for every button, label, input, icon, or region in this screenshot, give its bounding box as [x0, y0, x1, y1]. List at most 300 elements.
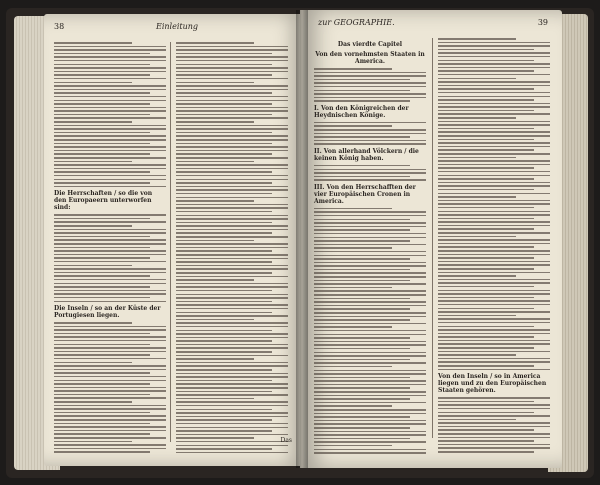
text-line: [314, 387, 410, 389]
text-line: [438, 293, 550, 295]
text-line: [438, 447, 550, 449]
text-line: [176, 365, 288, 367]
text-line: [314, 398, 410, 400]
text-line: [314, 75, 426, 77]
text-line: [176, 60, 288, 62]
text-line: [438, 164, 550, 166]
text-line: [314, 445, 392, 447]
text-line: [314, 370, 426, 372]
text-line: [54, 415, 166, 417]
text-line: [176, 394, 288, 396]
text-line: [54, 376, 166, 378]
text-line: [54, 179, 166, 181]
text-line: [438, 121, 550, 123]
text-line: [314, 276, 426, 278]
chapter-title: Das vierdte Capitel: [337, 41, 403, 48]
text-line: [54, 132, 150, 134]
left-heading-1: Die Herrschaften / so die von den Europaeern unterworfen sind:: [54, 190, 153, 212]
text-line: [54, 157, 166, 159]
text-line: [54, 362, 132, 364]
text-line: [314, 308, 410, 310]
text-line: [314, 169, 426, 171]
left-heading-2: Die Inseln / so an der Küste der Portugiesen liegen.: [54, 305, 161, 319]
text-line: [54, 139, 166, 141]
text-line: [176, 261, 272, 263]
text-line: [438, 282, 550, 284]
text-line: [176, 272, 272, 274]
text-line: [176, 74, 272, 76]
text-line: [314, 380, 426, 382]
text-line: [314, 165, 410, 167]
text-line: [438, 193, 550, 195]
text-line: [438, 444, 550, 446]
text-line: [314, 427, 410, 429]
right-column-rule: [432, 38, 433, 438]
text-line: [54, 293, 166, 295]
text-line: [54, 153, 150, 155]
text-line: [176, 175, 288, 177]
text-line: [54, 383, 150, 385]
text-line: [314, 449, 426, 451]
text-line: [314, 298, 410, 300]
text-line: [314, 90, 410, 92]
text-line: [438, 207, 534, 209]
text-line: [438, 128, 534, 130]
text-line: [54, 103, 150, 105]
text-line: [438, 343, 550, 345]
text-line: [176, 42, 254, 44]
text-line: [314, 301, 426, 303]
text-line: [438, 221, 550, 223]
text-line: [176, 362, 288, 364]
text-line: [314, 423, 426, 425]
text-line: [54, 423, 150, 425]
text-line: [176, 56, 288, 58]
text-line: [176, 279, 254, 281]
text-line: [176, 117, 288, 119]
text-line: [54, 243, 166, 245]
text-line: [176, 64, 272, 66]
text-line: [314, 420, 426, 422]
text-line: [314, 431, 426, 433]
text-line: [54, 74, 150, 76]
text-line: [54, 107, 166, 109]
text-line: [176, 222, 272, 224]
text-line: [54, 239, 166, 241]
text-line: [438, 218, 534, 220]
text-line: [314, 409, 426, 411]
text-line: [54, 100, 166, 102]
right-heading-1: I. Von den Königreichen der Heydnischen Könige.: [314, 104, 409, 119]
text-line: [54, 336, 166, 338]
text-line: [176, 146, 288, 148]
text-line: [176, 240, 254, 242]
text-line: [438, 45, 550, 47]
text-line: [314, 384, 426, 386]
text-line: [176, 135, 288, 137]
text-line: [314, 211, 426, 213]
text-line: [176, 344, 288, 346]
text-line: [54, 365, 166, 367]
text-line: [176, 150, 288, 152]
text-line: [54, 85, 166, 87]
text-line: [438, 404, 550, 406]
text-line: [314, 176, 410, 178]
text-line: [438, 272, 550, 274]
text-line: [54, 71, 166, 73]
text-line: [54, 67, 166, 69]
text-line: [438, 354, 516, 356]
text-line: [176, 157, 288, 159]
text-line: [54, 419, 166, 421]
text-line: [314, 229, 410, 231]
text-line: [438, 261, 550, 263]
text-line: [314, 323, 426, 325]
text-line: [438, 160, 550, 162]
text-line: [54, 221, 166, 223]
text-line: [176, 290, 272, 292]
text-line: [54, 297, 150, 299]
left-page: [44, 14, 306, 466]
text-line: [54, 405, 166, 407]
text-line: [438, 397, 550, 399]
text-line: [314, 312, 426, 314]
text-line: [176, 448, 272, 450]
left-running-head: Einleitung: [156, 22, 199, 31]
text-line: [314, 68, 392, 70]
text-line: [54, 347, 166, 349]
text-line: [438, 70, 534, 72]
text-line: [314, 294, 426, 296]
text-line: [176, 229, 288, 231]
text-line: [314, 269, 410, 271]
text-line: [438, 185, 550, 187]
text-line: [438, 451, 534, 453]
text-line: [314, 265, 426, 267]
text-line: [314, 344, 426, 346]
text-line: [54, 49, 166, 51]
text-line: [176, 355, 288, 357]
text-line: [176, 373, 288, 375]
text-line: [314, 237, 426, 239]
text-line: [176, 319, 254, 321]
text-line: [438, 415, 550, 417]
text-line: [54, 430, 166, 432]
text-line: [438, 211, 550, 213]
text-line: [176, 445, 288, 447]
text-line: [438, 236, 516, 238]
text-line: [176, 179, 288, 181]
text-line: [54, 60, 166, 62]
text-line: [438, 297, 534, 299]
text-line: [176, 294, 288, 296]
text-line: [176, 121, 254, 123]
text-line: [438, 139, 534, 141]
text-line: [54, 236, 150, 238]
text-line: [176, 96, 288, 98]
text-line: [54, 444, 166, 446]
text-line: [438, 268, 534, 270]
text-line: [438, 408, 550, 410]
text-line: [438, 351, 550, 353]
text-line: [176, 232, 272, 234]
left-page-number: 38: [54, 22, 65, 31]
text-line: [176, 333, 288, 335]
text-line: [176, 89, 288, 91]
text-line: [438, 358, 550, 360]
text-line: [54, 412, 150, 414]
text-line: [314, 391, 426, 393]
text-line: [54, 301, 166, 303]
text-line: [176, 405, 288, 407]
text-line: [176, 204, 288, 206]
text-line: [438, 149, 534, 151]
text-line: [54, 146, 166, 148]
text-line: [314, 208, 392, 210]
text-line: [314, 72, 426, 74]
text-line: [438, 67, 550, 69]
text-line: [54, 78, 166, 80]
right-running-head: zur GEOGRAPHIE.: [318, 18, 395, 27]
text-line: [176, 82, 254, 84]
text-line: [176, 297, 288, 299]
text-line: [438, 88, 534, 90]
right-page-number: 39: [537, 18, 548, 27]
text-line: [54, 261, 166, 263]
text-line: [176, 218, 288, 220]
left-column-1: [54, 42, 166, 455]
text-line: [176, 171, 272, 173]
text-line: [438, 318, 550, 320]
text-line: [54, 182, 150, 184]
right-heading-4: Von den Inseln / so in America liegen und zu den Europäischen Staaten gehören.: [438, 373, 547, 395]
text-line: [54, 322, 132, 324]
text-line: [438, 401, 534, 403]
text-line: [438, 246, 534, 248]
text-line: [438, 85, 550, 87]
text-line: [314, 438, 410, 440]
text-line: [314, 122, 426, 124]
text-line: [176, 427, 288, 429]
text-line: [438, 419, 516, 421]
text-line: [438, 135, 550, 137]
text-line: [176, 276, 288, 278]
text-line: [314, 348, 410, 350]
text-line: [438, 38, 516, 40]
text-line: [314, 97, 426, 99]
text-line: [176, 369, 272, 371]
text-line: [176, 441, 288, 443]
text-line: [438, 347, 534, 349]
text-line: [54, 150, 166, 152]
right-page: [300, 10, 562, 468]
text-line: [54, 448, 166, 450]
text-line: [176, 243, 288, 245]
text-line: [176, 430, 272, 432]
text-line: [176, 92, 272, 94]
text-line: [176, 168, 288, 170]
text-line: [54, 380, 166, 382]
text-line: [54, 56, 166, 58]
text-line: [54, 164, 166, 166]
text-line: [176, 387, 288, 389]
text-line: [438, 99, 534, 101]
text-line: [438, 153, 550, 155]
text-line: [54, 117, 166, 119]
text-line: [176, 182, 272, 184]
text-line: [438, 175, 550, 177]
text-line: [314, 251, 426, 253]
text-line: [314, 125, 392, 127]
text-line: [54, 268, 166, 270]
text-line: [176, 193, 272, 195]
text-line: [176, 225, 288, 227]
text-line: [438, 52, 550, 54]
text-line: [54, 82, 132, 84]
text-line: [314, 334, 426, 336]
text-line: [54, 397, 166, 399]
text-line: [176, 337, 288, 339]
text-line: [314, 179, 426, 181]
text-line: [176, 283, 288, 285]
text-line: [176, 340, 272, 342]
text-line: [54, 232, 166, 234]
text-line: [438, 326, 534, 328]
text-line: [54, 42, 132, 44]
text-line: [176, 71, 288, 73]
text-line: [438, 103, 550, 105]
left-column-2: [176, 42, 288, 455]
text-line: [438, 92, 550, 94]
right-heading-3: III. Von den Herrschafften der vier Europäischen Cronen in America.: [314, 183, 416, 205]
text-line: [54, 326, 166, 328]
text-line: [314, 441, 426, 443]
text-line: [176, 49, 288, 51]
text-line: [54, 161, 132, 163]
text-line: [54, 247, 150, 249]
text-line: [438, 322, 550, 324]
text-line: [314, 247, 392, 249]
text-line: [314, 240, 410, 242]
text-line: [314, 290, 426, 292]
text-line: [176, 401, 288, 403]
text-line: [176, 347, 288, 349]
text-line: [438, 96, 550, 98]
text-line: [54, 329, 166, 331]
text-line: [314, 330, 426, 332]
text-line: [314, 82, 426, 84]
text-line: [176, 128, 288, 130]
right-column-1: [314, 38, 426, 456]
text-line: [176, 380, 272, 382]
text-line: [314, 395, 426, 397]
text-line: [314, 233, 426, 235]
text-line: [314, 255, 426, 257]
text-line: [54, 358, 166, 360]
text-line: [438, 178, 534, 180]
text-line: [176, 164, 288, 166]
text-line: [438, 426, 550, 428]
text-line: [176, 153, 272, 155]
text-line: [314, 93, 426, 95]
text-line: [438, 290, 550, 292]
text-line: [176, 46, 288, 48]
text-line: [438, 308, 534, 310]
text-line: [176, 125, 288, 127]
text-line: [438, 171, 550, 173]
text-line: [438, 78, 516, 80]
text-line: [438, 117, 516, 119]
text-line: [176, 416, 288, 418]
text-line: [314, 272, 426, 274]
text-line: [54, 114, 150, 116]
text-line: [54, 53, 150, 55]
text-line: [54, 265, 132, 267]
text-line: [176, 161, 254, 163]
text-line: [54, 110, 166, 112]
text-line: [54, 46, 166, 48]
book-gutter: [296, 10, 308, 468]
text-line: [176, 286, 288, 288]
text-line: [438, 315, 516, 317]
text-line: [314, 258, 410, 260]
text-line: [176, 215, 288, 217]
text-line: [438, 49, 534, 51]
text-line: [438, 167, 534, 169]
text-line: [176, 330, 272, 332]
text-line: [314, 136, 410, 138]
text-line: [54, 408, 166, 410]
text-line: [314, 355, 426, 357]
chapter-subtitle: Von den vornehmsten Staaten in America.: [315, 51, 425, 65]
text-line: [438, 340, 550, 342]
text-line: [438, 142, 550, 144]
text-line: [438, 106, 550, 108]
text-line: [176, 322, 288, 324]
text-line: [438, 412, 534, 414]
text-line: [438, 239, 550, 241]
text-line: [54, 257, 150, 259]
text-line: [314, 362, 426, 364]
text-line: [314, 416, 410, 418]
text-line: [438, 311, 550, 313]
text-line: [54, 372, 150, 374]
text-line: [176, 78, 288, 80]
text-line: [314, 434, 426, 436]
text-line: [314, 359, 410, 361]
text-line: [54, 128, 166, 130]
text-line: [176, 85, 288, 87]
text-line: [438, 182, 550, 184]
text-line: [176, 315, 288, 317]
text-line: [176, 398, 254, 400]
text-line: [314, 86, 426, 88]
text-line: [314, 280, 410, 282]
text-line: [54, 275, 150, 277]
text-line: [54, 254, 166, 256]
text-line: [54, 290, 166, 292]
text-line: [314, 319, 410, 321]
text-line: [176, 412, 288, 414]
text-line: [54, 286, 150, 288]
text-line: [176, 207, 288, 209]
text-line: [314, 341, 426, 343]
text-line: [438, 257, 534, 259]
text-line: [438, 110, 534, 112]
text-line: [176, 258, 288, 260]
text-line: [54, 272, 166, 274]
text-line: [176, 143, 272, 145]
